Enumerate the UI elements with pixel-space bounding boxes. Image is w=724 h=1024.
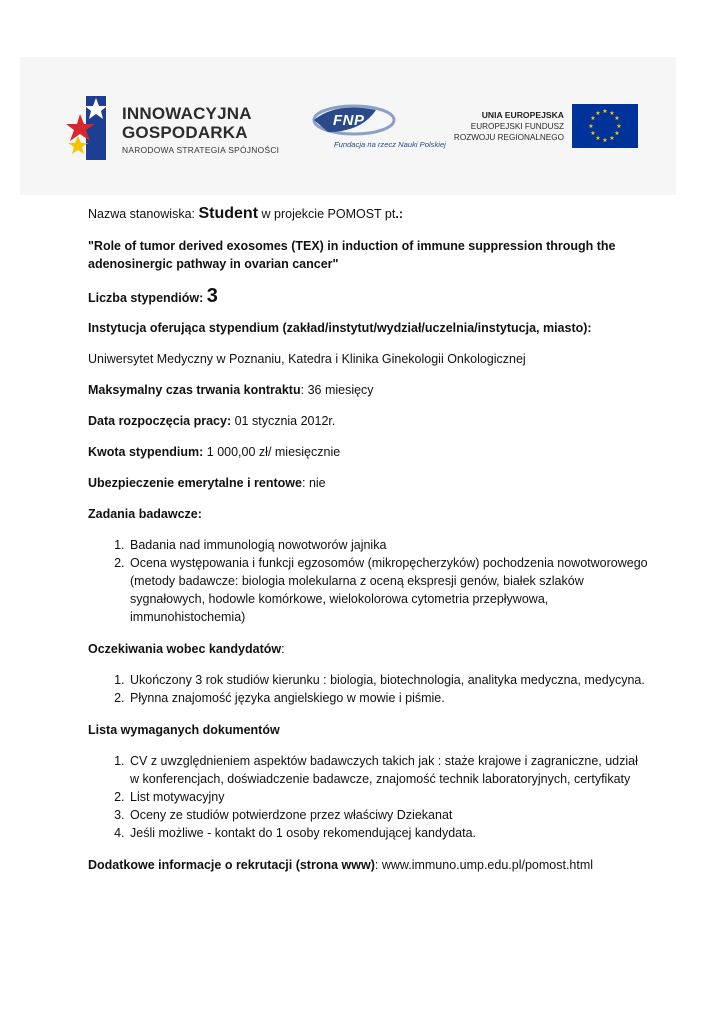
documents-list (88, 752, 648, 842)
logo-ig-line2: GOSPODARKA (122, 123, 248, 142)
fnp-swoosh-icon (306, 100, 446, 160)
eu-line3: ROZWOJU REGIONALNEGO (453, 133, 564, 142)
fnp-abbr: FNP (333, 112, 365, 129)
svg-text:★: ★ (614, 115, 620, 122)
position-value: Student (198, 205, 259, 222)
amount-line (88, 443, 648, 461)
fnp-logo (306, 100, 446, 160)
tasks-list (88, 536, 648, 626)
institution-label: Instytucja oferująca stypendium (zakład/instytut/wydział/uczelnia/instytucja, miasto): (88, 321, 592, 335)
svg-text:★: ★ (590, 115, 596, 122)
insurance-sep: : (301, 476, 306, 490)
more-info-link[interactable]: www.immuno.ump.edu.pl/pomost.html (381, 858, 594, 872)
scholarships-label: Liczba stypendiów: (88, 291, 204, 305)
insurance-value: nie (308, 476, 326, 490)
list-item: 1. Badania nad immunologią nowotworów jajnika (128, 536, 648, 554)
expectations-sep: : (281, 642, 285, 656)
position-label: Nazwa stanowiska: (88, 207, 195, 221)
list-item: 1. Ukończony 3 rok studiów kierunku : biologia, biotechnologia, analityka medyczna, medycyna. (128, 671, 648, 689)
logo-ig-line1: INNOWACYJNA (122, 104, 252, 123)
amount-value: 1 000,00 zł/ miesięcznie (206, 445, 341, 459)
max-duration-line (88, 381, 648, 399)
list-item: 1. CV z uwzględnieniem aspektów badawczych takich jak : staże krajowe i zagraniczne, udział w konferencjach, doświadczenie badawcze, znajomość technik laboratoryjnych, certyfikaty (128, 752, 648, 788)
logo-ig-line3: NARODOWA STRATEGIA SPÓJNOŚCI (122, 145, 280, 155)
svg-text:★: ★ (590, 130, 596, 137)
list-item: 2. Płynna znajomość języka angielskiego w mowie i piśmie. (128, 689, 648, 707)
start-date-value: 01 stycznia 2012r. (234, 414, 336, 428)
document-body (88, 205, 648, 874)
svg-text:★: ★ (588, 123, 594, 130)
more-info-line (88, 856, 648, 874)
eu-line1: UNIA EUROPEJSKA (481, 110, 564, 120)
fnp-fullname: Fundacja na rzecz Nauki Polskiej (334, 140, 446, 149)
expectations-label: Oczekiwania wobec kandydatów (88, 642, 282, 656)
position-line (88, 205, 648, 223)
list-item: 2. Ocena występowania i funkcji egzosomów (mikropęcherzyków) pochodzenia nowotworowego (metody badawcze: biologia molekularna z oceną ekspresji genów, białek szlaków sygnałowych, hodowle komórkowe, wielokolorowa cytometria przepływowa, immunohistochemia) (128, 554, 648, 626)
scholarships-value: 3 (206, 285, 218, 307)
expectations-line (88, 640, 648, 658)
tasks-label: Zadania badawcze: (88, 507, 202, 521)
list-item: 2. List motywacyjny (128, 788, 648, 806)
svg-text:★: ★ (595, 135, 601, 142)
start-date-label: Data rozpoczęcia pracy: (88, 414, 232, 428)
eu-flag-icon (572, 104, 638, 148)
eu-line2: EUROPEJSKI FUNDUSZ (470, 122, 564, 131)
more-info-label: Dodatkowe informacje o rekrutacji (strona www) (88, 858, 375, 872)
svg-text:★: ★ (616, 123, 622, 130)
expectations-list (88, 671, 648, 707)
amount-label: Kwota stypendium: (88, 445, 204, 459)
innowacyjna-gospodarka-logo (66, 92, 286, 164)
institution-value: Uniwersytet Medyczny w Poznaniu, Katedra i Klinika Ginekologii Onkologicznej (88, 352, 526, 366)
max-duration-label: Maksymalny czas trwania kontraktu (88, 383, 301, 397)
position-suffix-end: .: (395, 207, 403, 221)
scholarships-line (88, 287, 648, 307)
svg-text:★: ★ (609, 110, 615, 117)
eu-logo (450, 102, 640, 152)
project-title: "Role of tumor derived exosomes (TEX) in induction of immune suppression through the adenosinergic pathway in ovarian cancer" (88, 239, 616, 271)
insurance-line (88, 474, 648, 492)
list-item: 3. Oceny ze studiów potwierdzone przez właściwy Dziekanat (128, 806, 648, 824)
start-date-line (88, 412, 648, 430)
max-duration-value: 36 miesięcy (307, 383, 374, 397)
position-suffix: w projekcie POMOST pt (261, 207, 396, 221)
svg-text:★: ★ (602, 108, 608, 115)
svg-text:★: ★ (609, 135, 615, 142)
svg-text:★: ★ (602, 137, 608, 144)
list-item: 4. Jeśli możliwe - kontakt do 1 osoby rekomendującej kandydata. (128, 824, 648, 842)
more-info-sep: : (374, 858, 379, 872)
insurance-label: Ubezpieczenie emerytalne i rentowe (88, 476, 302, 490)
documents-label: Lista wymaganych dokumentów (88, 723, 280, 737)
svg-text:★: ★ (595, 110, 601, 117)
stars-logo-icon (66, 92, 108, 162)
svg-text:★: ★ (614, 130, 620, 137)
max-duration-sep: : (300, 383, 305, 397)
